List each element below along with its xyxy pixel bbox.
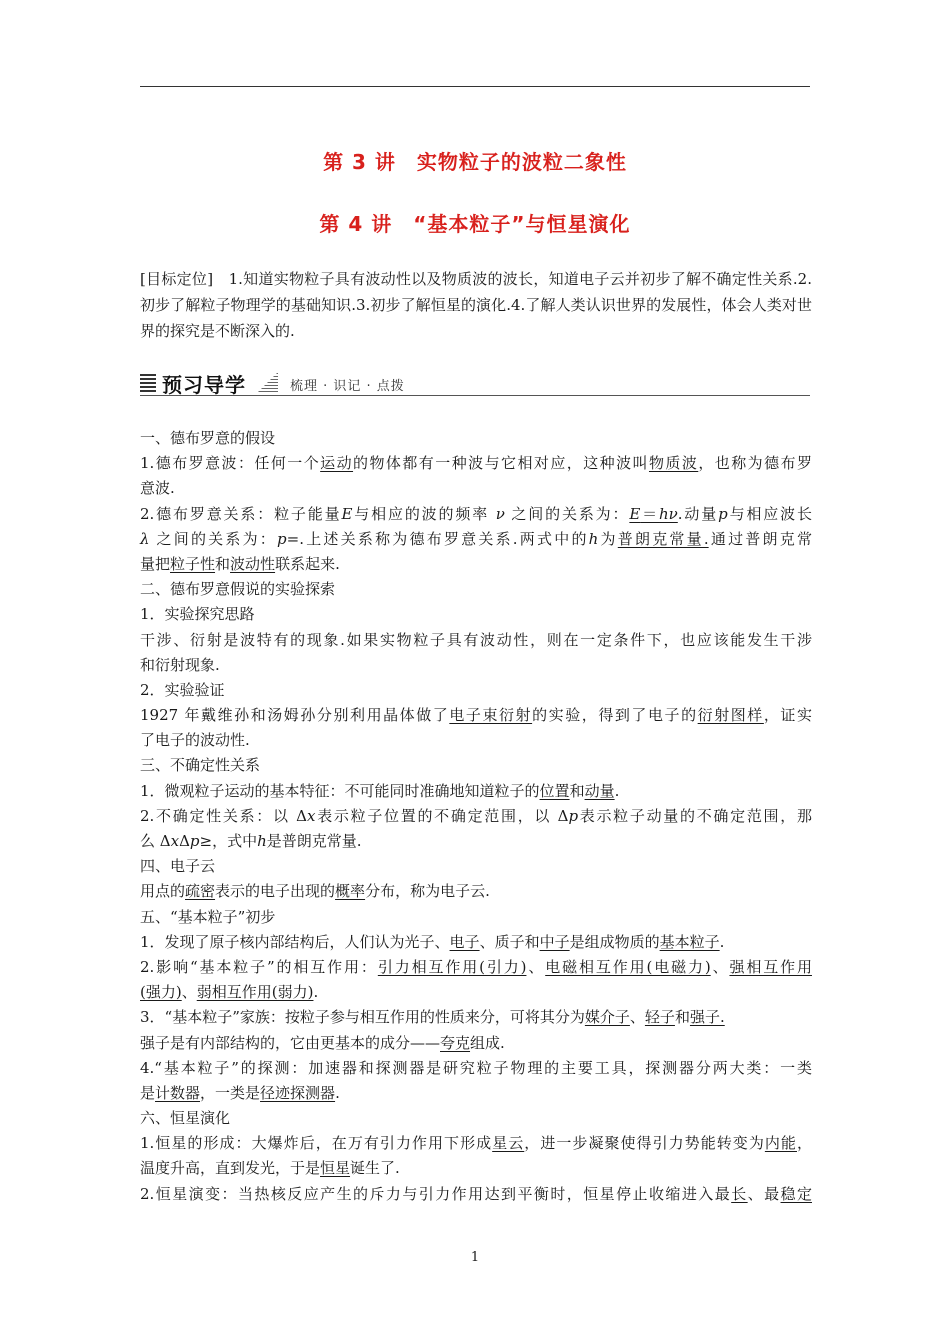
underlined-term: 中子	[539, 932, 570, 951]
body-content	[140, 426, 812, 1207]
text-line	[140, 653, 812, 678]
text-line	[140, 1131, 812, 1156]
text-segment: 和	[674, 1008, 690, 1027]
underlined-term: E	[629, 504, 641, 523]
text-segment: 和	[569, 781, 585, 800]
underlined-term: 粒子性	[170, 554, 216, 573]
text-line	[140, 527, 812, 552]
text-segment: .	[719, 932, 725, 951]
text-segment: 1．微观粒子运动的基本特征：不可能同时准确地知道粒子的	[140, 781, 540, 800]
text-segment: p	[277, 529, 287, 548]
underlined-term: ＝	[640, 504, 660, 523]
text-segment: 4.“基本粒子”的探测：加速器和探测器是研究粒子物理的主要工具，探测器分两大类：一类	[140, 1058, 812, 1077]
text-segment: 五、“基本粒子”初步	[140, 907, 276, 926]
text-line	[140, 426, 812, 451]
text-segment: 2.德布罗意关系：粒子能量	[140, 504, 342, 523]
underlined-term: 稳定	[780, 1184, 812, 1203]
underlined-term: (强力)	[140, 983, 182, 1002]
text-segment: 之间的关系为：	[504, 504, 630, 523]
underlined-term: 恒星	[320, 1159, 351, 1178]
text-segment: 的实验，得到了电子的	[532, 706, 698, 725]
text-segment: 和	[215, 554, 231, 573]
text-segment: 1．实验探究思路	[140, 605, 255, 624]
text-segment: 1927 年戴维孙和汤姆孙分别利用晶体做了	[140, 706, 450, 725]
underlined-term: 径迹探测器	[260, 1083, 336, 1102]
text-segment: 么 Δ	[140, 832, 171, 850]
text-segment: h	[257, 832, 267, 850]
text-segment: 1.德布罗意波：任何一个	[140, 454, 321, 473]
underlined-term: 计数器	[155, 1083, 201, 1102]
text-line	[140, 602, 812, 627]
text-segment: 干涉、衍射是波特有的现象.如果实物粒子具有波动性，则在一定条件下，也应该能发生干涉	[140, 630, 812, 649]
text-segment: 与相应的波的频率	[352, 504, 496, 523]
text-segment: 量把	[140, 554, 171, 573]
text-segment: 了电子的波动性.	[140, 731, 250, 750]
underlined-term: 概率	[335, 882, 366, 901]
text-segment: 1.恒星的形成：大爆炸后，在万有引力作用下形成	[140, 1134, 493, 1153]
underlined-term: 弱相互作用(弱力)	[196, 983, 314, 1002]
banner-title: 预习导学	[162, 373, 246, 397]
text-segment: ，证实	[763, 706, 812, 725]
section-banner	[140, 368, 810, 396]
text-line	[140, 502, 812, 527]
underlined-term: hν	[659, 504, 678, 523]
text-segment: Δ	[179, 832, 190, 850]
underlined-term: 内能	[764, 1134, 797, 1153]
text-segment: 四、电子云	[140, 857, 216, 876]
text-segment: 2.恒星演变：当热核反应产生的斥力与引力作用达到平衡时，恒星停止收缩进入最	[140, 1184, 732, 1203]
text-line	[140, 879, 812, 904]
text-segment: 用点的	[140, 882, 186, 901]
underlined-term: 轻子	[644, 1008, 675, 1027]
text-segment: 、最	[747, 1184, 781, 1203]
text-segment: 是	[140, 1083, 156, 1102]
text-line	[140, 955, 812, 980]
underlined-term: 普朗克常量.	[617, 529, 709, 548]
text-segment: ν	[495, 504, 505, 523]
text-line	[140, 829, 812, 854]
text-line	[140, 476, 812, 501]
text-segment: ，	[796, 1134, 812, 1153]
underlined-term: 动量	[584, 781, 615, 800]
text-segment: 三、不确定性关系	[140, 756, 261, 775]
text-line	[140, 451, 812, 476]
text-line	[140, 678, 812, 703]
underlined-term: 衍射图样	[697, 706, 764, 725]
text-segment: 、	[629, 1008, 645, 1027]
text-segment: 2．实验验证	[140, 680, 225, 699]
text-line	[140, 1081, 812, 1106]
stripes-icon	[140, 372, 156, 392]
text-segment: 意波.	[140, 479, 175, 498]
text-segment: 、	[181, 983, 197, 1002]
text-segment: ，一类是	[200, 1083, 261, 1102]
text-segment: 为	[598, 529, 618, 548]
text-segment: 和衍射现象.	[140, 655, 220, 674]
text-segment: 2.不确定性关系：以 Δ	[140, 806, 308, 825]
underlined-term: 强相互作用	[729, 957, 812, 976]
banner-subtitle: 梳理 · 识记 · 点拨	[290, 379, 405, 394]
text-segment: h	[588, 529, 599, 548]
text-segment: 与相应波长	[727, 504, 812, 523]
text-line	[140, 779, 812, 804]
text-segment: 、质子和	[479, 932, 540, 951]
text-segment: 之间的关系为：	[149, 529, 278, 548]
wedge-icon	[258, 372, 278, 392]
text-segment: 二、德布罗意假说的实验探索	[140, 580, 336, 599]
underlined-term: 夸克	[440, 1033, 471, 1052]
text-segment: 诞生了.	[350, 1159, 400, 1178]
text-segment: 、	[710, 957, 730, 976]
text-segment: p	[718, 504, 728, 523]
text-line	[140, 854, 812, 879]
text-segment: 通过普朗克常	[708, 529, 812, 548]
text-segment: ≥，式中	[199, 832, 258, 850]
text-line	[140, 1106, 812, 1131]
text-segment: =.上述关系称为德布罗意关系.两式中的	[286, 529, 589, 548]
underlined-term: 电子束衍射	[449, 706, 533, 725]
lecture-title-4: 第 4 讲 “基本粒子”与恒星演化	[319, 212, 631, 236]
text-segment: 、	[526, 957, 546, 976]
text-segment: p	[189, 832, 200, 850]
text-segment: x	[307, 806, 316, 825]
text-segment: 温度升高，直到发光，于是	[140, 1159, 321, 1178]
text-line	[140, 703, 812, 728]
underlined-term: 位置	[539, 781, 570, 800]
text-segment: .动量	[677, 504, 719, 523]
text-segment: 2.影响“基本粒子”的相互作用：	[140, 957, 378, 976]
text-segment: 是普朗克常量.	[266, 832, 362, 850]
underlined-term: 疏密	[185, 882, 216, 901]
underlined-term: 电子	[449, 932, 480, 951]
underlined-term: 波动性	[230, 554, 276, 573]
underlined-term: 媒介子	[584, 1008, 630, 1027]
text-line	[140, 1182, 812, 1207]
text-segment: .	[335, 1083, 340, 1102]
underlined-term: 电磁相互作用(电磁力)	[545, 957, 711, 976]
text-segment: 表示的电子出现的	[215, 882, 336, 901]
text-line	[140, 628, 812, 653]
text-segment: 组成.	[470, 1033, 505, 1052]
learning-objectives: [目标定位] 1.知道实物粒子具有波动性以及物质波的波长，知道电子云并初步了解不确定性关系.2.初步了解粒子物理学的基础知识.3.初步了解恒星的演化.4.了解人类认识世界的发展性，体会人类对世界的探究是不断深入的.	[140, 270, 812, 340]
header-rule	[140, 86, 810, 87]
text-line	[140, 1156, 812, 1181]
underlined-term: 强子.	[689, 1008, 725, 1027]
text-segment: p	[568, 806, 579, 825]
text-segment: 六、恒星演化	[140, 1109, 231, 1128]
underlined-term: 物质波	[648, 454, 699, 473]
text-segment: 联系起来.	[275, 554, 340, 573]
text-line	[140, 728, 812, 753]
underlined-term: 星云	[492, 1134, 525, 1153]
text-segment: ，也称为德布罗	[698, 454, 812, 473]
underlined-term: 长	[731, 1184, 748, 1203]
text-line	[140, 1005, 812, 1030]
text-line	[140, 905, 812, 930]
text-line	[140, 753, 812, 778]
underlined-term: 引力相互作用(引力)	[377, 957, 527, 976]
text-segment: .	[614, 781, 620, 800]
text-segment: 1．发现了原子核内部结构后，人们认为光子、	[140, 932, 450, 951]
underlined-term: 基本粒子	[659, 932, 720, 951]
text-segment: ，进一步凝聚使得引力势能转变为	[524, 1134, 765, 1153]
underlined-term: 运动	[320, 454, 354, 473]
text-segment: 表示粒子位置的不确定范围，以 Δ	[315, 806, 569, 825]
page-number: 1	[470, 1250, 480, 1265]
text-segment: 是组成物质的	[569, 932, 660, 951]
text-line	[140, 804, 812, 829]
text-line	[140, 552, 812, 577]
text-segment: 一、德布罗意的假设	[140, 429, 276, 447]
text-segment: 分布，称为电子云.	[365, 882, 490, 901]
text-segment: λ	[140, 529, 150, 548]
text-segment: 的物体都有一种波与它相对应，这种波叫	[353, 454, 649, 473]
text-segment: .	[313, 983, 319, 1002]
text-line	[140, 930, 812, 955]
lecture-title-3: 第 3 讲 实物粒子的波粒二象性	[323, 150, 627, 174]
text-segment: 强子是有内部结构的，它由更基本的成分——	[140, 1033, 441, 1052]
text-line	[140, 1056, 812, 1081]
text-segment: 3．“基本粒子”家族：按粒子参与相互作用的性质来分，可将其分为	[140, 1008, 585, 1027]
text-segment: 表示粒子动量的不确定范围，那	[578, 806, 812, 825]
text-line	[140, 577, 812, 602]
text-segment: E	[341, 504, 353, 523]
text-line	[140, 980, 812, 1005]
text-line	[140, 1031, 812, 1056]
banner-rule	[140, 395, 810, 396]
text-segment: x	[170, 832, 180, 850]
